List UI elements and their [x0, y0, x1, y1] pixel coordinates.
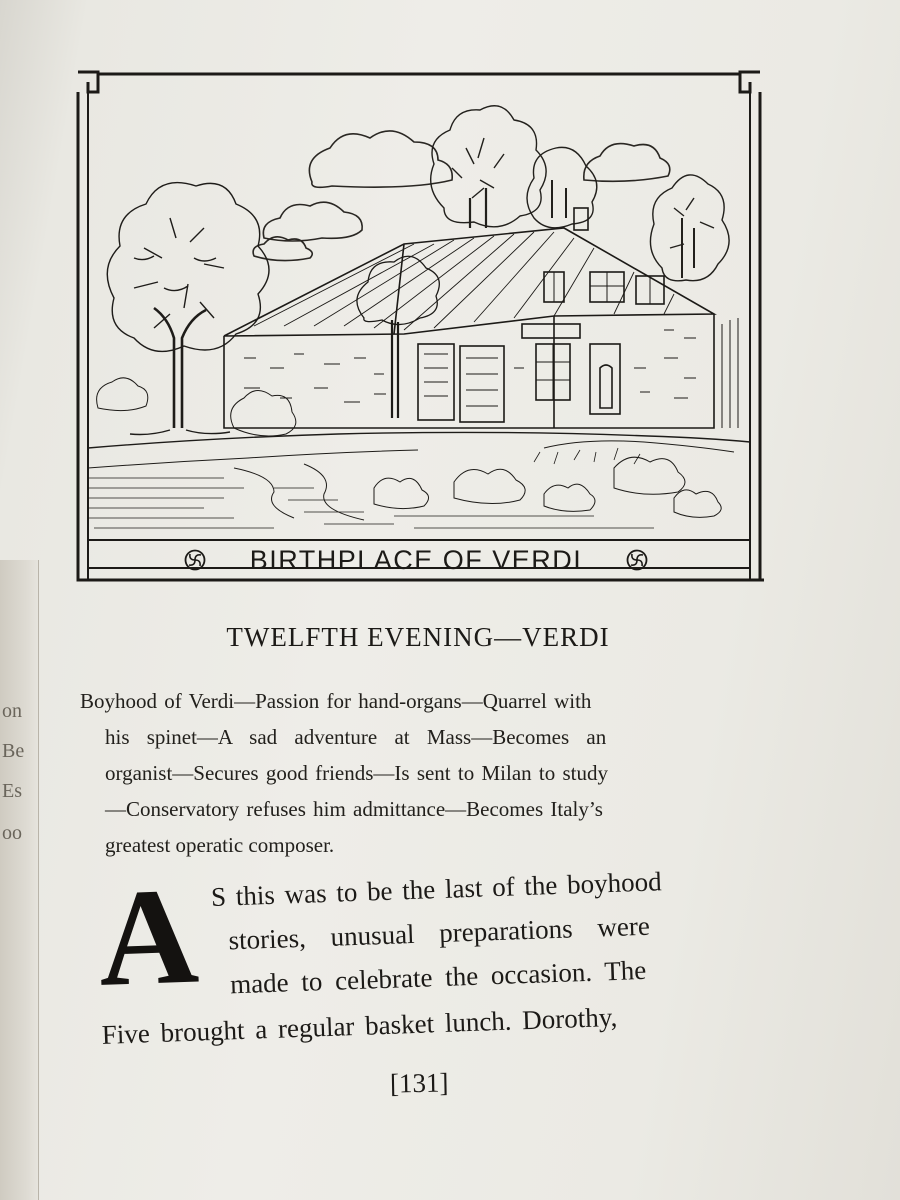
synopsis-line: —Conservatory refuses him admittance—Becomes Italy’s [105, 797, 603, 821]
chapter-synopsis [80, 683, 770, 863]
body-line: made to celebrate the occasion. The [229, 954, 647, 1000]
synopsis-line: his spinet—A sad adventure at Mass—Becomes an [105, 725, 607, 749]
swirl-ornament-right-icon [626, 549, 648, 571]
synopsis-line: greatest operatic composer. [105, 833, 335, 857]
adjacent-page-edge: on Be Es oo [0, 560, 39, 1200]
synopsis-line: Boyhood of Verdi—Passion for hand-organs—Quarrel with [80, 689, 592, 713]
caption-text: BIRTHPLACE OF VERDI [249, 544, 583, 575]
drop-cap: A [95, 858, 201, 1015]
verdi-birthplace-engraving [74, 68, 764, 588]
chapter-title: TWELFTH EVENING—VERDI [226, 622, 610, 652]
swirl-ornament-left-icon [184, 549, 206, 571]
page-number: [131] [389, 1067, 449, 1099]
illustration-caption [88, 541, 744, 579]
body-line: stories, unusual preparations were [228, 910, 651, 956]
synopsis-line: organist—Secures good friends—Is sent to Milan to study [105, 761, 608, 785]
illustration-frame [74, 68, 764, 588]
body-line: Five brought a regular basket lunch. Dorothy, [101, 1001, 618, 1050]
body-line: S this was to be the last of the boyhood [210, 866, 663, 912]
